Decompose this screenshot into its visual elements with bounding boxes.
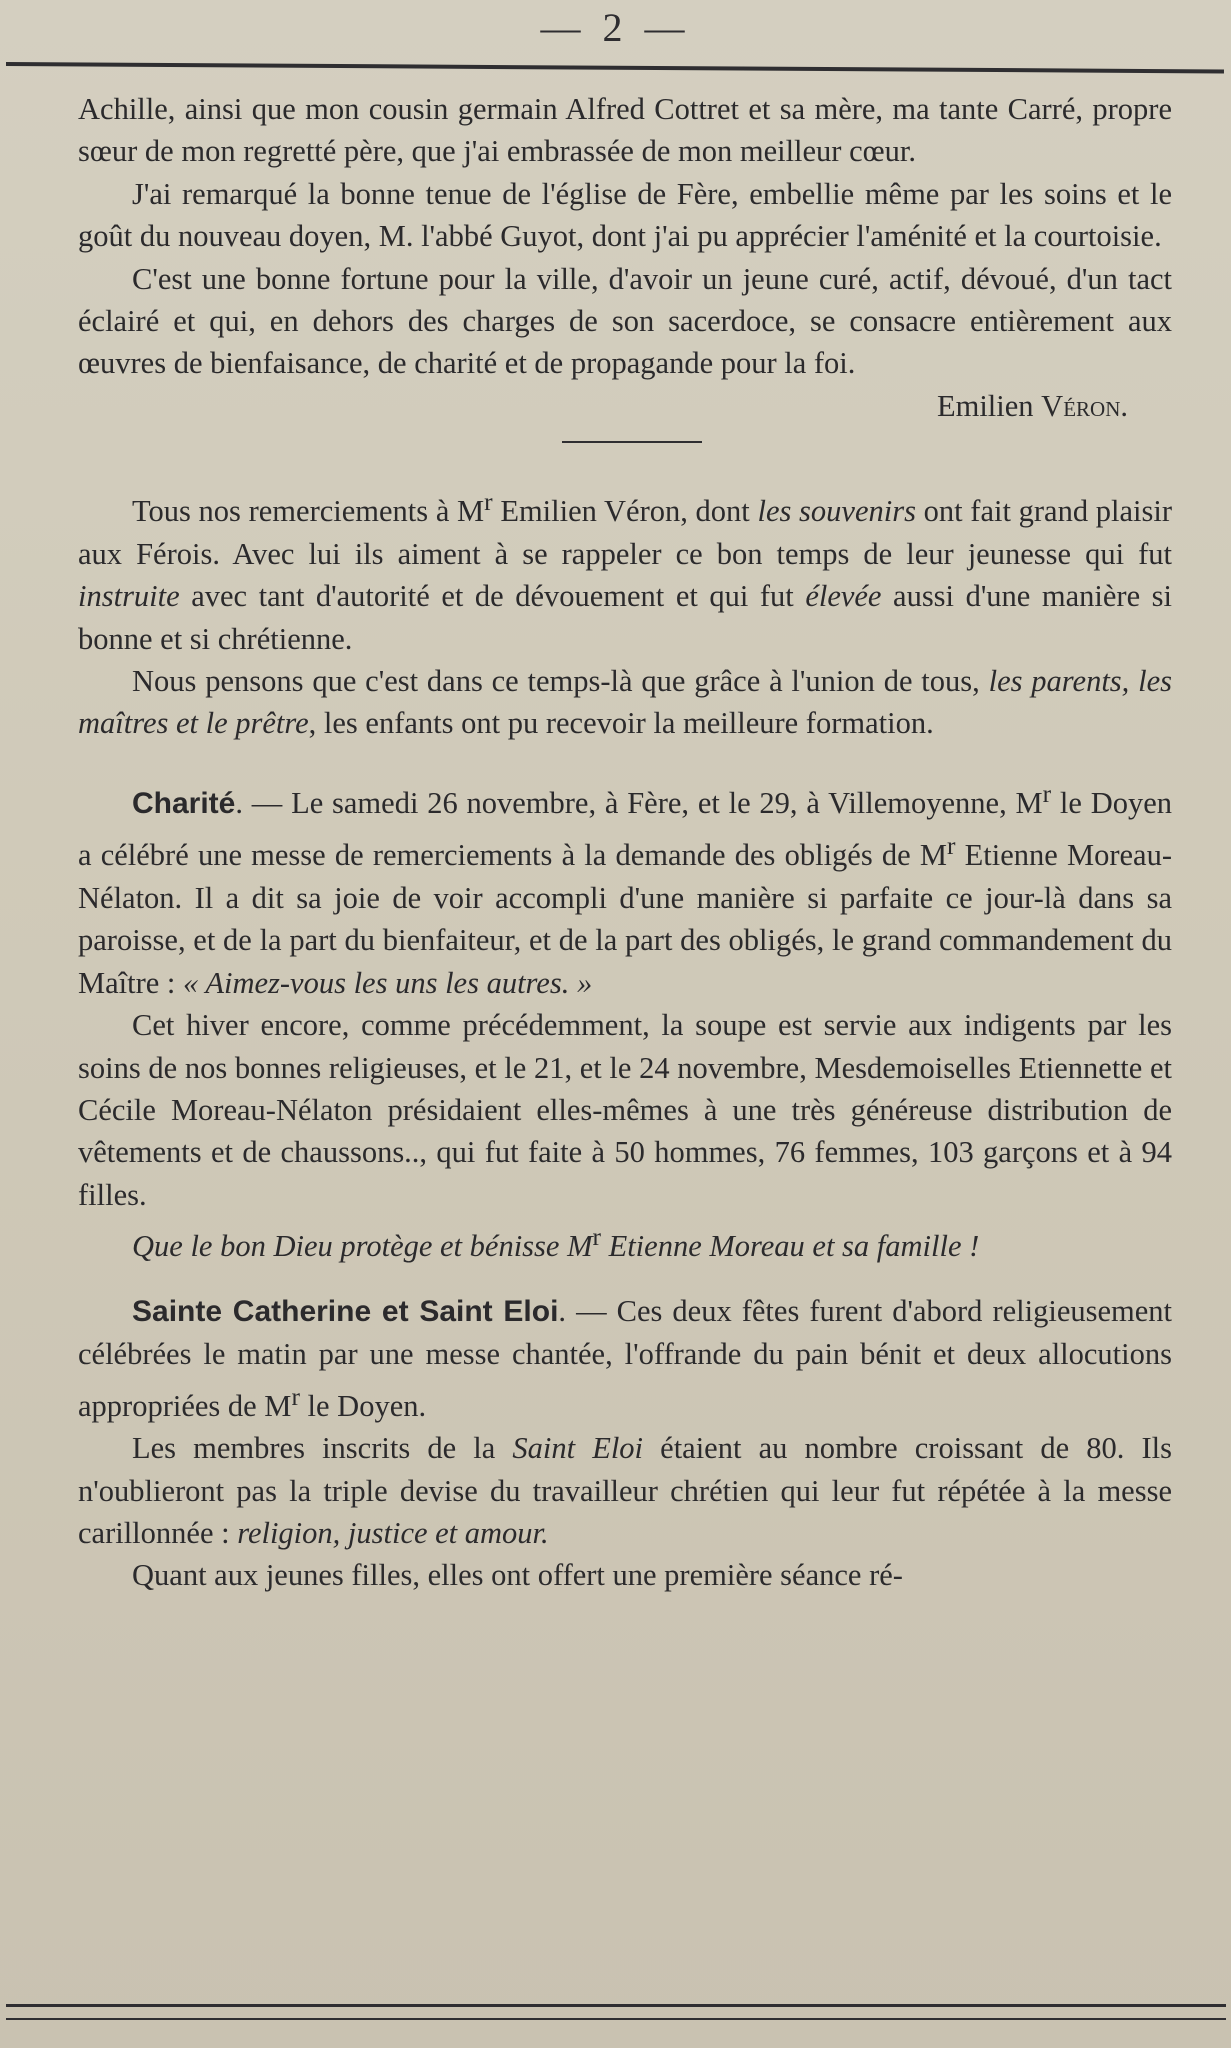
superscript: r — [484, 488, 493, 517]
sainte-catherine-paragraph — [78, 1290, 1172, 1427]
sainte-catherine-heading: Sainte Catherine et Saint Eloi — [132, 1294, 559, 1328]
signature-last: Véron. — [1041, 388, 1128, 423]
italic-run: les souvenirs — [757, 494, 916, 529]
italic-quote: « Aimez-vous les uns les autres. » — [183, 965, 593, 1000]
letter-continuation: Achille, ainsi que mon cousin germain Alfred Cottret et sa mère, ma tante Carré, propre sœur de mon regretté père, que j'ai embrassée de mon meilleur cœur. — [78, 92, 1172, 169]
superscript: r — [291, 1382, 300, 1411]
spacer — [78, 1268, 1172, 1290]
italic-run: instruite — [78, 579, 180, 614]
italic-run: élevée — [805, 579, 882, 614]
text-run: Les membres inscrits de la — [132, 1431, 513, 1466]
text-run: . — Le samedi 26 novembre, à Fère, et le 29, à Villemoyenne, M — [235, 786, 1043, 820]
superscript: r — [1042, 779, 1052, 808]
text-run: Etienne Moreau-Nélaton. Il a dit sa joie de voir accompli d'une manière si parfaite ce jour-là dans sa paroisse, et de la part du bienfaiteur, et de la part des obligés, le grand commandement du Maître : — [78, 838, 1172, 1000]
text-run: Nous pensons que c'est dans ce temps-là que grâce à l'union de tous, — [132, 664, 989, 699]
text-run: Tous nos remerciements à M — [132, 494, 485, 529]
footer-rule-thin — [6, 2018, 1226, 2020]
spacer — [78, 745, 1172, 773]
letter-signature — [78, 385, 1172, 427]
header-rule — [6, 62, 1224, 73]
letter-paragraph-cure: C'est une bonne fortune pour la ville, d'avoir un jeune curé, actif, dévoué, d'un tact éclairé et qui, en dehors des charges de son sacerdoce, se consacre entièrement aux œuvres de bienfaisance, de charité et de propagande pour la foi. — [78, 261, 1172, 381]
text-run: le Doyen a célébré une messe de remerciements à la demande des obligés de M — [78, 786, 1173, 873]
saint-eloi-paragraph — [78, 1427, 1172, 1554]
formation-paragraph — [78, 660, 1172, 745]
italic-run: Etienne Moreau et sa famille ! — [600, 1229, 980, 1264]
italic-run: Que le bon Dieu protège et bénisse M — [132, 1229, 593, 1264]
superscript: r — [946, 832, 956, 861]
signature-first: Emilien — [936, 388, 1034, 423]
italic-run: religion, justice et amour. — [237, 1515, 549, 1550]
letter-paragraph-church: J'ai remarqué la bonne tenue de l'église de Fère, embellie même par les soins et le goût du nouveau doyen, M. l'abbé Guyot, dont j'ai pu apprécier l'aménité et la courtoisie. — [78, 176, 1172, 254]
blessing-line — [78, 1216, 1172, 1268]
jeunes-filles-paragraph: Quant aux jeunes filles, elles ont offert une première séance ré- — [132, 1558, 903, 1593]
charite-heading: Charité — [132, 787, 236, 820]
text-run: aussi d'une manière si bonne et si chrétienne. — [78, 579, 1172, 656]
italic-run: Saint Eloi — [512, 1431, 644, 1466]
text-run: ont fait grand plaisir aux Férois. Avec lui ils aiment à se rappeler ce bon temps de leur jeunesse qui fut — [78, 494, 1172, 571]
italic-run: les parents, les maîtres et le prêtre — [78, 664, 1172, 741]
page-number: — 2 — — [540, 5, 691, 50]
section-separator — [562, 441, 702, 443]
text-run: le Doyen. — [299, 1388, 427, 1423]
soupe-paragraph: Cet hiver encore, comme précédemment, la soupe est servie aux indigents par les soins de nos bonnes religieuses, et le 21, et le 24 novembre, Mesdemoiselles Etiennette et Cécile Moreau-Nélaton présidaient elles-mêmes à une très généreuse distribution de vêtements et de chaussons.., qui fut faite à 50 hommes, 76 femmes, 103 garçons et à 94 filles. — [78, 1008, 1172, 1212]
text-run: . — Ces deux fêtes furent d'abord religieusement célébrées le matin par une messe chantée, l'offrande du pain bénit et deux allocutions appropriées de M — [78, 1293, 1172, 1423]
footer-rule — [6, 2004, 1226, 2007]
charite-paragraph — [78, 773, 1172, 1004]
superscript: r — [592, 1223, 601, 1252]
thanks-paragraph — [78, 481, 1172, 660]
text-run: avec tant d'autorité et de dévouement et qui fut — [179, 579, 806, 614]
text-run: étaient au nombre croissant de 80. Ils n'oublieront pas la triple devise du travailleur chrétien qui leur fut répétée à la messe carillonnée : — [78, 1431, 1172, 1550]
article-body — [78, 88, 1172, 1597]
text-run: Emilien Véron, dont — [492, 494, 758, 529]
text-run: , les enfants ont pu recevoir la meilleure formation. — [308, 706, 934, 741]
